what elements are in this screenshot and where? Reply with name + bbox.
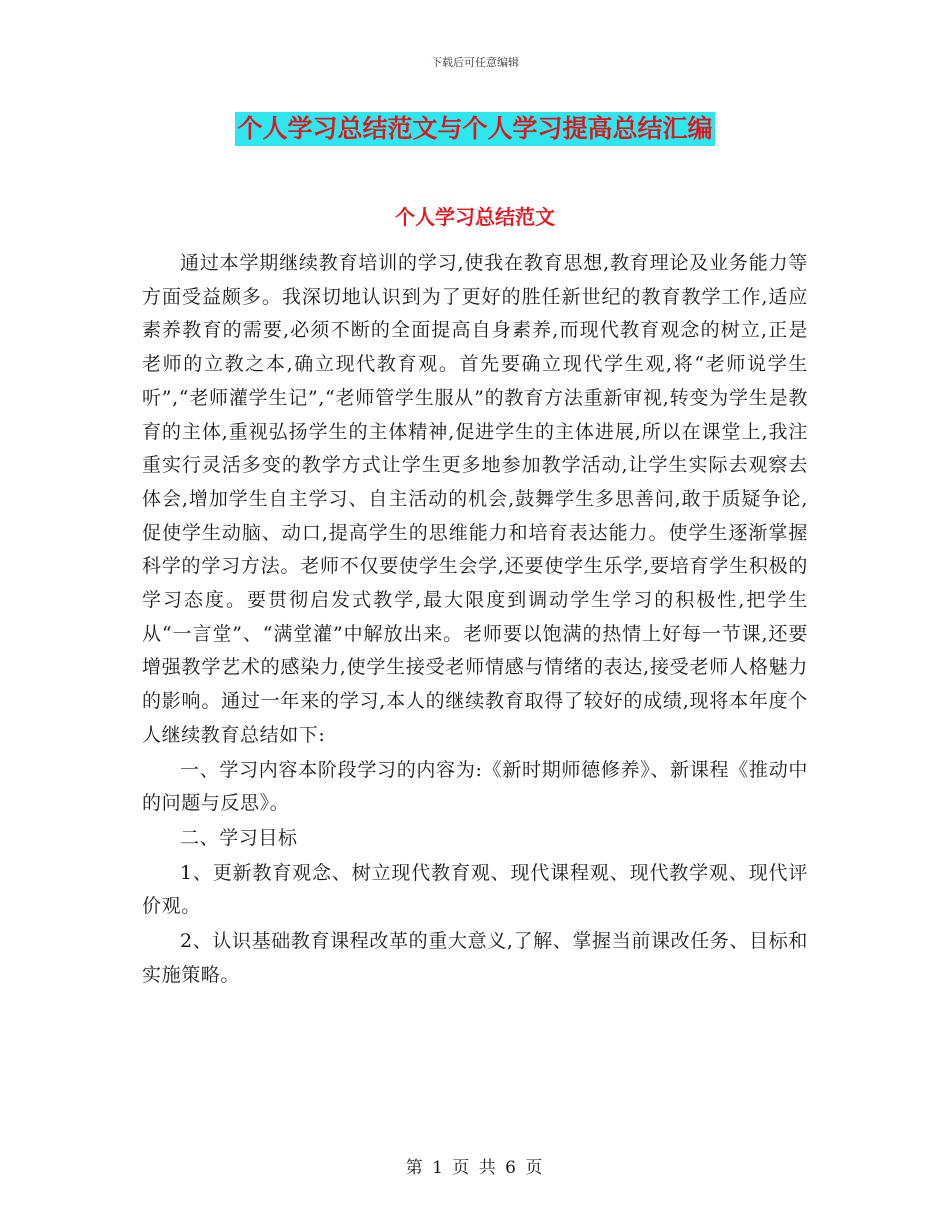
paragraph-intro: 通过本学期继续教育培训的学习,使我在教育思想,教育理论及业务能力等方面受益颇多。我深切地认识到为了更好的胜任新世纪的教育教学工作,适应素养教育的需要,必须不断的全面提高自身素养,而现代教育观念的树立,正是老师的立教之本,确立现代教育观。首先要确立现代学生观,将“老师说学生听”,“老师灌学生记”,“老师管学生服从”的教育方法重新审视,转变为学生是教育的主体,重视弘扬学生的主体精神,促进学生的主体进展,所以在课堂上,我注重实行灵活多变的教学方式让学生更多地参加教学活动,让学生实际去观察去体会,增加学生自主学习、自主活动的机会,鼓舞学生多思善问,敢于质疑争论,促使学生动脑、动口,提高学生的思维能力和培育表达能力。使学生逐渐掌握科学的学习方法。老师不仅要使学生会学,还要使学生乐学,要培育学生积极的学习态度。要贯彻启发式教学,最大限度到调动学生学习的积极性,把学生从“一言堂”、“满堂灌”中解放出来。老师要以饱满的热情上好每一节课,还要增强教学艺术的感染力,使学生接受老师情感与情绪的表达,接受老师人格魅力的影响。通过一年来的学习,本人的继续教育取得了较好的成绩,现将本年度个人继续教育总结如下: bbox=[142, 252, 808, 746]
section-title: 个人学习总结范文 bbox=[395, 205, 555, 229]
page-footer: 第 1 页 共 6 页 bbox=[405, 1158, 545, 1178]
paragraph-learning-goals-heading: 二、学习目标 bbox=[180, 826, 298, 849]
paragraph-goal-2: 2、认识基础教育课程改革的重大意义,了解、掌握当前课改任务、目标和实施策略。 bbox=[142, 930, 808, 986]
header-note: 下载后可任意编辑 bbox=[431, 56, 519, 69]
document-title: 个人学习总结范文与个人学习提高总结汇编 bbox=[235, 112, 714, 146]
doc-title-wrap bbox=[0, 112, 950, 146]
paragraph-learning-content: 一、学习内容本阶段学习的内容为:《新时期师德修养》、新课程《推动中的问题与反思》。 bbox=[142, 758, 808, 815]
paragraph-goal-1: 1、更新教育观念、树立现代教育观、现代课程观、现代教学观、现代评价观。 bbox=[142, 861, 808, 918]
document-body bbox=[142, 247, 808, 992]
